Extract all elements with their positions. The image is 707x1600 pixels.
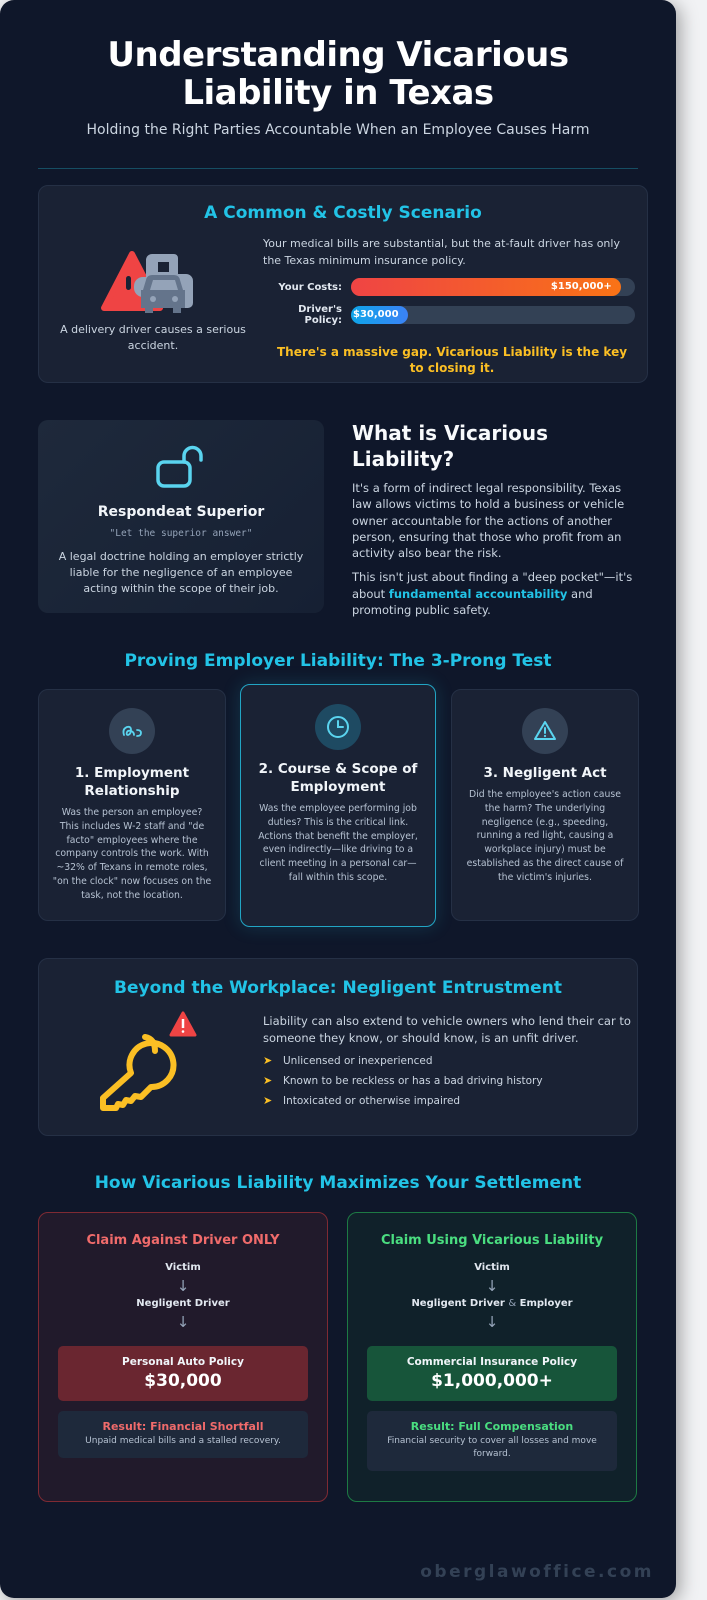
page-title: Understanding Vicarious Liability in Texas (107, 35, 569, 113)
policy-label: Personal Auto Policy (122, 1356, 244, 1368)
prong-description: Did the employee's action cause the harm? The underlying negligence (e.g., speeding, running a red light, causing a workplace injury) must be established as the direct cause of the victim's injuries. (466, 789, 624, 883)
chevron-right-icon: ➤ (263, 1094, 273, 1107)
list-item-text: Intoxicated or otherwise impaired (283, 1094, 461, 1107)
claim-driver-only-card (38, 1212, 328, 1502)
prong-title: 1. Employment Relationship (74, 765, 190, 799)
policy-bar-label: Driver's Policy: (298, 304, 342, 326)
unlock-icon (154, 440, 208, 490)
policy-box (367, 1346, 617, 1401)
policy-bar-track (351, 306, 635, 324)
costs-bar-row (263, 278, 635, 296)
prong-card-negligent-act (451, 689, 639, 921)
policy-value: $30,000 (144, 1371, 222, 1391)
flow-node-employer: Employer (519, 1298, 573, 1309)
costs-bar-label: Your Costs: (278, 281, 342, 293)
three-prong-heading: Proving Employer Liability: The 3-Prong Test (124, 651, 552, 671)
footer-website: oberglawoffice.com (420, 1562, 654, 1582)
highlight-accountability: fundamental accountability (388, 586, 568, 601)
flow-node-driver: Negligent Driver (136, 1298, 230, 1309)
flow-node-driver: Negligent Driver (411, 1298, 505, 1309)
what-is-paragraph-2 (352, 569, 642, 618)
clock-icon (315, 704, 361, 750)
scenario-text: Your medical bills are substantial, but the at-fault driver has only the Texas minimum insurance policy. (263, 237, 620, 267)
entrustment-content (263, 1013, 633, 1107)
key-warning-icon (91, 1007, 201, 1117)
scenario-right (263, 236, 635, 376)
entrustment-heading: Beyond the Workplace: Negligent Entrustment (114, 978, 562, 998)
list-item (263, 1074, 633, 1087)
what-is-section (352, 420, 642, 618)
accident-truck-car-warning-icon (98, 246, 208, 316)
list-item-text: Known to be reckless or has a bad driving history (283, 1074, 543, 1087)
prong-title: 3. Negligent Act (483, 765, 607, 781)
page-subtitle: Holding the Right Parties Accountable When an Employee Causes Harm (86, 122, 590, 138)
respondeat-superior-card (38, 420, 324, 613)
policy-bar-fill: $30,000 (351, 306, 408, 324)
prong-card-course-scope (240, 684, 436, 927)
policy-value: $1,000,000+ (431, 1371, 553, 1391)
list-item-text: Unlicensed or inexperienced (283, 1054, 433, 1067)
result-title: Result: Financial Shortfall (102, 1420, 264, 1433)
claim-title: Claim Against Driver ONLY (86, 1233, 280, 1248)
prong-description: Was the person an employee? This includes W-2 staff and "de facto" employees where the company controls the work. With ~32% of Texans in remote roles, "on the clock" now focuses on the task, not the location. (52, 807, 212, 901)
arrow-down-icon: ↓ (176, 1313, 190, 1331)
entrustment-text: Liability can also extend to vehicle owners who lend their car to someone they know, or should know, is an unfit driver. (263, 1014, 631, 1045)
list-item (263, 1054, 633, 1067)
doctrine-description: A legal doctrine holding an employer strictly liable for the negligence of an employee acting within the scope of their job. (58, 550, 304, 595)
arrow-down-icon: ↓ (176, 1277, 190, 1295)
flow-node-victim: Victim (474, 1262, 510, 1273)
flow-node-driver-employer (348, 1298, 636, 1309)
prong-description: Was the employee performing job duties? This is the critical link. Actions that benefit the employer, even indirectly—like driving to a client meeting in a personal car—fall within this scope. (258, 803, 418, 883)
claim-title: Claim Using Vicarious Liability (380, 1233, 604, 1248)
header-divider (38, 168, 638, 169)
flow-node-victim: Victim (165, 1262, 201, 1273)
result-box (58, 1411, 308, 1458)
policy-bar-row (263, 304, 635, 326)
list-item (263, 1094, 633, 1107)
negligent-entrustment-card (38, 958, 638, 1136)
what-is-p2-text: This isn't just about finding a "deep pocket"—it's about (352, 570, 633, 601)
scenario-gap-callout: There's a massive gap. Vicarious Liability is the key to closing it. (276, 345, 628, 375)
prong-title: 2. Course & Scope of Employment (258, 761, 418, 795)
doctrine-translation: "Let the superior answer" (109, 528, 253, 539)
costs-bar-fill: $150,000+ (351, 278, 621, 296)
header (0, 0, 676, 169)
result-description: Unpaid medical bills and a stalled recovery. (85, 1436, 281, 1446)
result-description: Financial security to cover all losses and move forward. (387, 1436, 597, 1459)
what-is-heading: What is Vicarious Liability? (352, 421, 548, 471)
ampersand: & (508, 1298, 517, 1309)
scenario-heading: A Common & Costly Scenario (204, 203, 482, 223)
result-title: Result: Full Compensation (410, 1420, 574, 1433)
scenario-caption: A delivery driver causes a serious accident. (60, 323, 246, 352)
arrow-down-icon: ↓ (485, 1313, 499, 1331)
settlement-heading: How Vicarious Liability Maximizes Your Settlement (94, 1173, 582, 1193)
result-box (367, 1411, 617, 1471)
scenario-card (38, 185, 648, 383)
doctrine-title: Respondeat Superior (97, 504, 265, 520)
prong-card-employment (38, 689, 226, 921)
handshake-icon (109, 708, 155, 754)
arrow-down-icon: ↓ (485, 1277, 499, 1295)
policy-label: Commercial Insurance Policy (406, 1356, 578, 1368)
chevron-right-icon: ➤ (263, 1074, 273, 1087)
claim-vicarious-card (347, 1212, 637, 1502)
what-is-p2-tail: and promoting public safety. (352, 586, 593, 618)
policy-box (58, 1346, 308, 1401)
costs-bar-track (351, 278, 635, 296)
scenario-left (39, 246, 267, 354)
warning-triangle-icon (522, 708, 568, 754)
what-is-paragraph-1: It's a form of indirect legal responsibility. Texas law allows victims to hold a business or vehicle owner accountable for the actions of another person, ensuring that those who profit from an activity also bear the risk. (352, 481, 625, 561)
chevron-right-icon: ➤ (263, 1054, 273, 1067)
